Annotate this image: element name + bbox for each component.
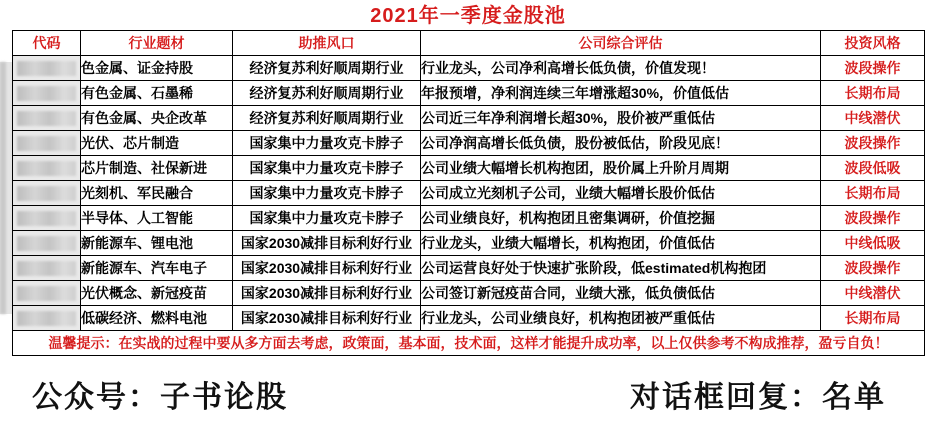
cell-eval: 年报预增，净利润连续三年增涨超30%，价值低估 — [421, 81, 821, 106]
redacted-code — [17, 61, 76, 76]
column-header-code: 代码 — [13, 31, 81, 56]
column-header-push: 助推风口 — [233, 31, 421, 56]
redacted-code — [17, 261, 76, 276]
cell-code — [13, 131, 81, 156]
table-note-row — [13, 331, 925, 356]
cell-style: 长期布局 — [821, 81, 925, 106]
left-edge-artifact-dark — [0, 62, 6, 314]
cell-eval: 行业龙头，公司净利高增长低负债，价值发现！ — [421, 56, 821, 81]
redacted-code — [17, 136, 76, 151]
stock-pool-table — [12, 30, 925, 356]
redacted-code — [17, 111, 76, 126]
cell-code — [13, 106, 81, 131]
cell-theme: 有色金属、央企改革 — [81, 106, 233, 131]
footer-reply-text: 对话框回复：名单 — [630, 381, 886, 414]
redacted-code — [17, 161, 76, 176]
cell-eval: 行业龙头，公司业绩良好，机构抱团被严重低估 — [421, 306, 821, 331]
table-row — [13, 106, 925, 131]
cell-code — [13, 256, 81, 281]
cell-style: 中线潜伏 — [821, 106, 925, 131]
cell-theme: 新能源车、汽车电子 — [81, 256, 233, 281]
cell-theme: 有色金属、石墨稀 — [81, 81, 233, 106]
table-row — [13, 206, 925, 231]
cell-push: 国家2030减排目标利好行业 — [233, 306, 421, 331]
redacted-code — [17, 211, 76, 226]
cell-style: 波段操作 — [821, 256, 925, 281]
page-title: 2021年一季度金股池 — [370, 5, 566, 27]
cell-code — [13, 181, 81, 206]
cell-push: 国家集中力量攻克卡脖子 — [233, 156, 421, 181]
cell-code — [13, 306, 81, 331]
column-header-eval: 公司综合评估 — [421, 31, 821, 56]
cell-push: 国家集中力量攻克卡脖子 — [233, 131, 421, 156]
cell-theme: 光伏概念、新冠疫苗 — [81, 281, 233, 306]
cell-eval: 公司净润高增长低负债，股份被低估，阶段见底！ — [421, 131, 821, 156]
cell-style: 长期布局 — [821, 306, 925, 331]
cell-push: 经济复苏利好顺周期行业 — [233, 81, 421, 106]
table-row — [13, 131, 925, 156]
table-row — [13, 156, 925, 181]
cell-eval: 公司成立光刻机子公司，业绩大幅增长股价低估 — [421, 181, 821, 206]
redacted-code — [17, 286, 76, 301]
column-header-style: 投资风格 — [821, 31, 925, 56]
cell-style: 中线潜伏 — [821, 281, 925, 306]
table-header-row — [13, 31, 925, 56]
table-row — [13, 181, 925, 206]
table-row — [13, 81, 925, 106]
redacted-code — [17, 236, 76, 251]
cell-push: 经济复苏利好顺周期行业 — [233, 56, 421, 81]
cell-theme: 芯片制造、社保新进 — [81, 156, 233, 181]
cell-style: 中线低吸 — [821, 231, 925, 256]
cell-theme: 低碳经济、燃料电池 — [81, 306, 233, 331]
redacted-code — [17, 86, 76, 101]
cell-code — [13, 81, 81, 106]
cell-theme: 新能源车、锂电池 — [81, 231, 233, 256]
cell-theme: 光伏、芯片制造 — [81, 131, 233, 156]
cell-eval: 公司业绩良好，机构抱团且密集调研，价值挖掘 — [421, 206, 821, 231]
cell-eval: 公司签订新冠疫苗合同，业绩大涨，低负债低估 — [421, 281, 821, 306]
cell-style: 波段操作 — [821, 56, 925, 81]
footer — [20, 364, 916, 424]
cell-push: 国家2030减排目标利好行业 — [233, 231, 421, 256]
table-row — [13, 256, 925, 281]
cell-push: 经济复苏利好顺周期行业 — [233, 106, 421, 131]
redacted-code — [17, 186, 76, 201]
cell-style: 波段操作 — [821, 131, 925, 156]
cell-theme: 半导体、人工智能 — [81, 206, 233, 231]
cell-push: 国家2030减排目标利好行业 — [233, 281, 421, 306]
table-row — [13, 231, 925, 256]
cell-push: 国家2030减排目标利好行业 — [233, 256, 421, 281]
footer-account-text: 公众号：子书论股 — [32, 381, 288, 414]
table-row — [13, 56, 925, 81]
column-header-theme: 行业题材 — [81, 31, 233, 56]
cell-style: 波段操作 — [821, 206, 925, 231]
table-row — [13, 281, 925, 306]
cell-style: 波段低吸 — [821, 156, 925, 181]
cell-code — [13, 281, 81, 306]
cell-push: 国家集中力量攻克卡脖子 — [233, 206, 421, 231]
table-row — [13, 306, 925, 331]
cell-theme: 色金属、证金持股 — [81, 56, 233, 81]
cell-style: 长期布局 — [821, 181, 925, 206]
cell-code — [13, 206, 81, 231]
table-note: 温馨提示：在实战的过程中要从多方面去考虑，政策面，基本面，技术面，这样才能提升成功率，以上仅供参考不构成推荐，盈亏自负！ — [13, 331, 925, 356]
redacted-code — [17, 311, 76, 326]
cell-eval: 公司运营良好处于快速扩张阶段，低estimated机构抱团 — [421, 256, 821, 281]
cell-code — [13, 56, 81, 81]
cell-code — [13, 231, 81, 256]
cell-code — [13, 156, 81, 181]
cell-push: 国家集中力量攻克卡脖子 — [233, 181, 421, 206]
cell-eval: 公司业绩大幅增长机构抱团，股价属上升阶月周期 — [421, 156, 821, 181]
table-body — [13, 56, 925, 356]
cell-theme: 光刻机、军民融合 — [81, 181, 233, 206]
cell-eval: 公司近三年净利润增长超30%，股价被严重低估 — [421, 106, 821, 131]
cell-eval: 行业龙头，业绩大幅增长，机构抱团，价值低估 — [421, 231, 821, 256]
